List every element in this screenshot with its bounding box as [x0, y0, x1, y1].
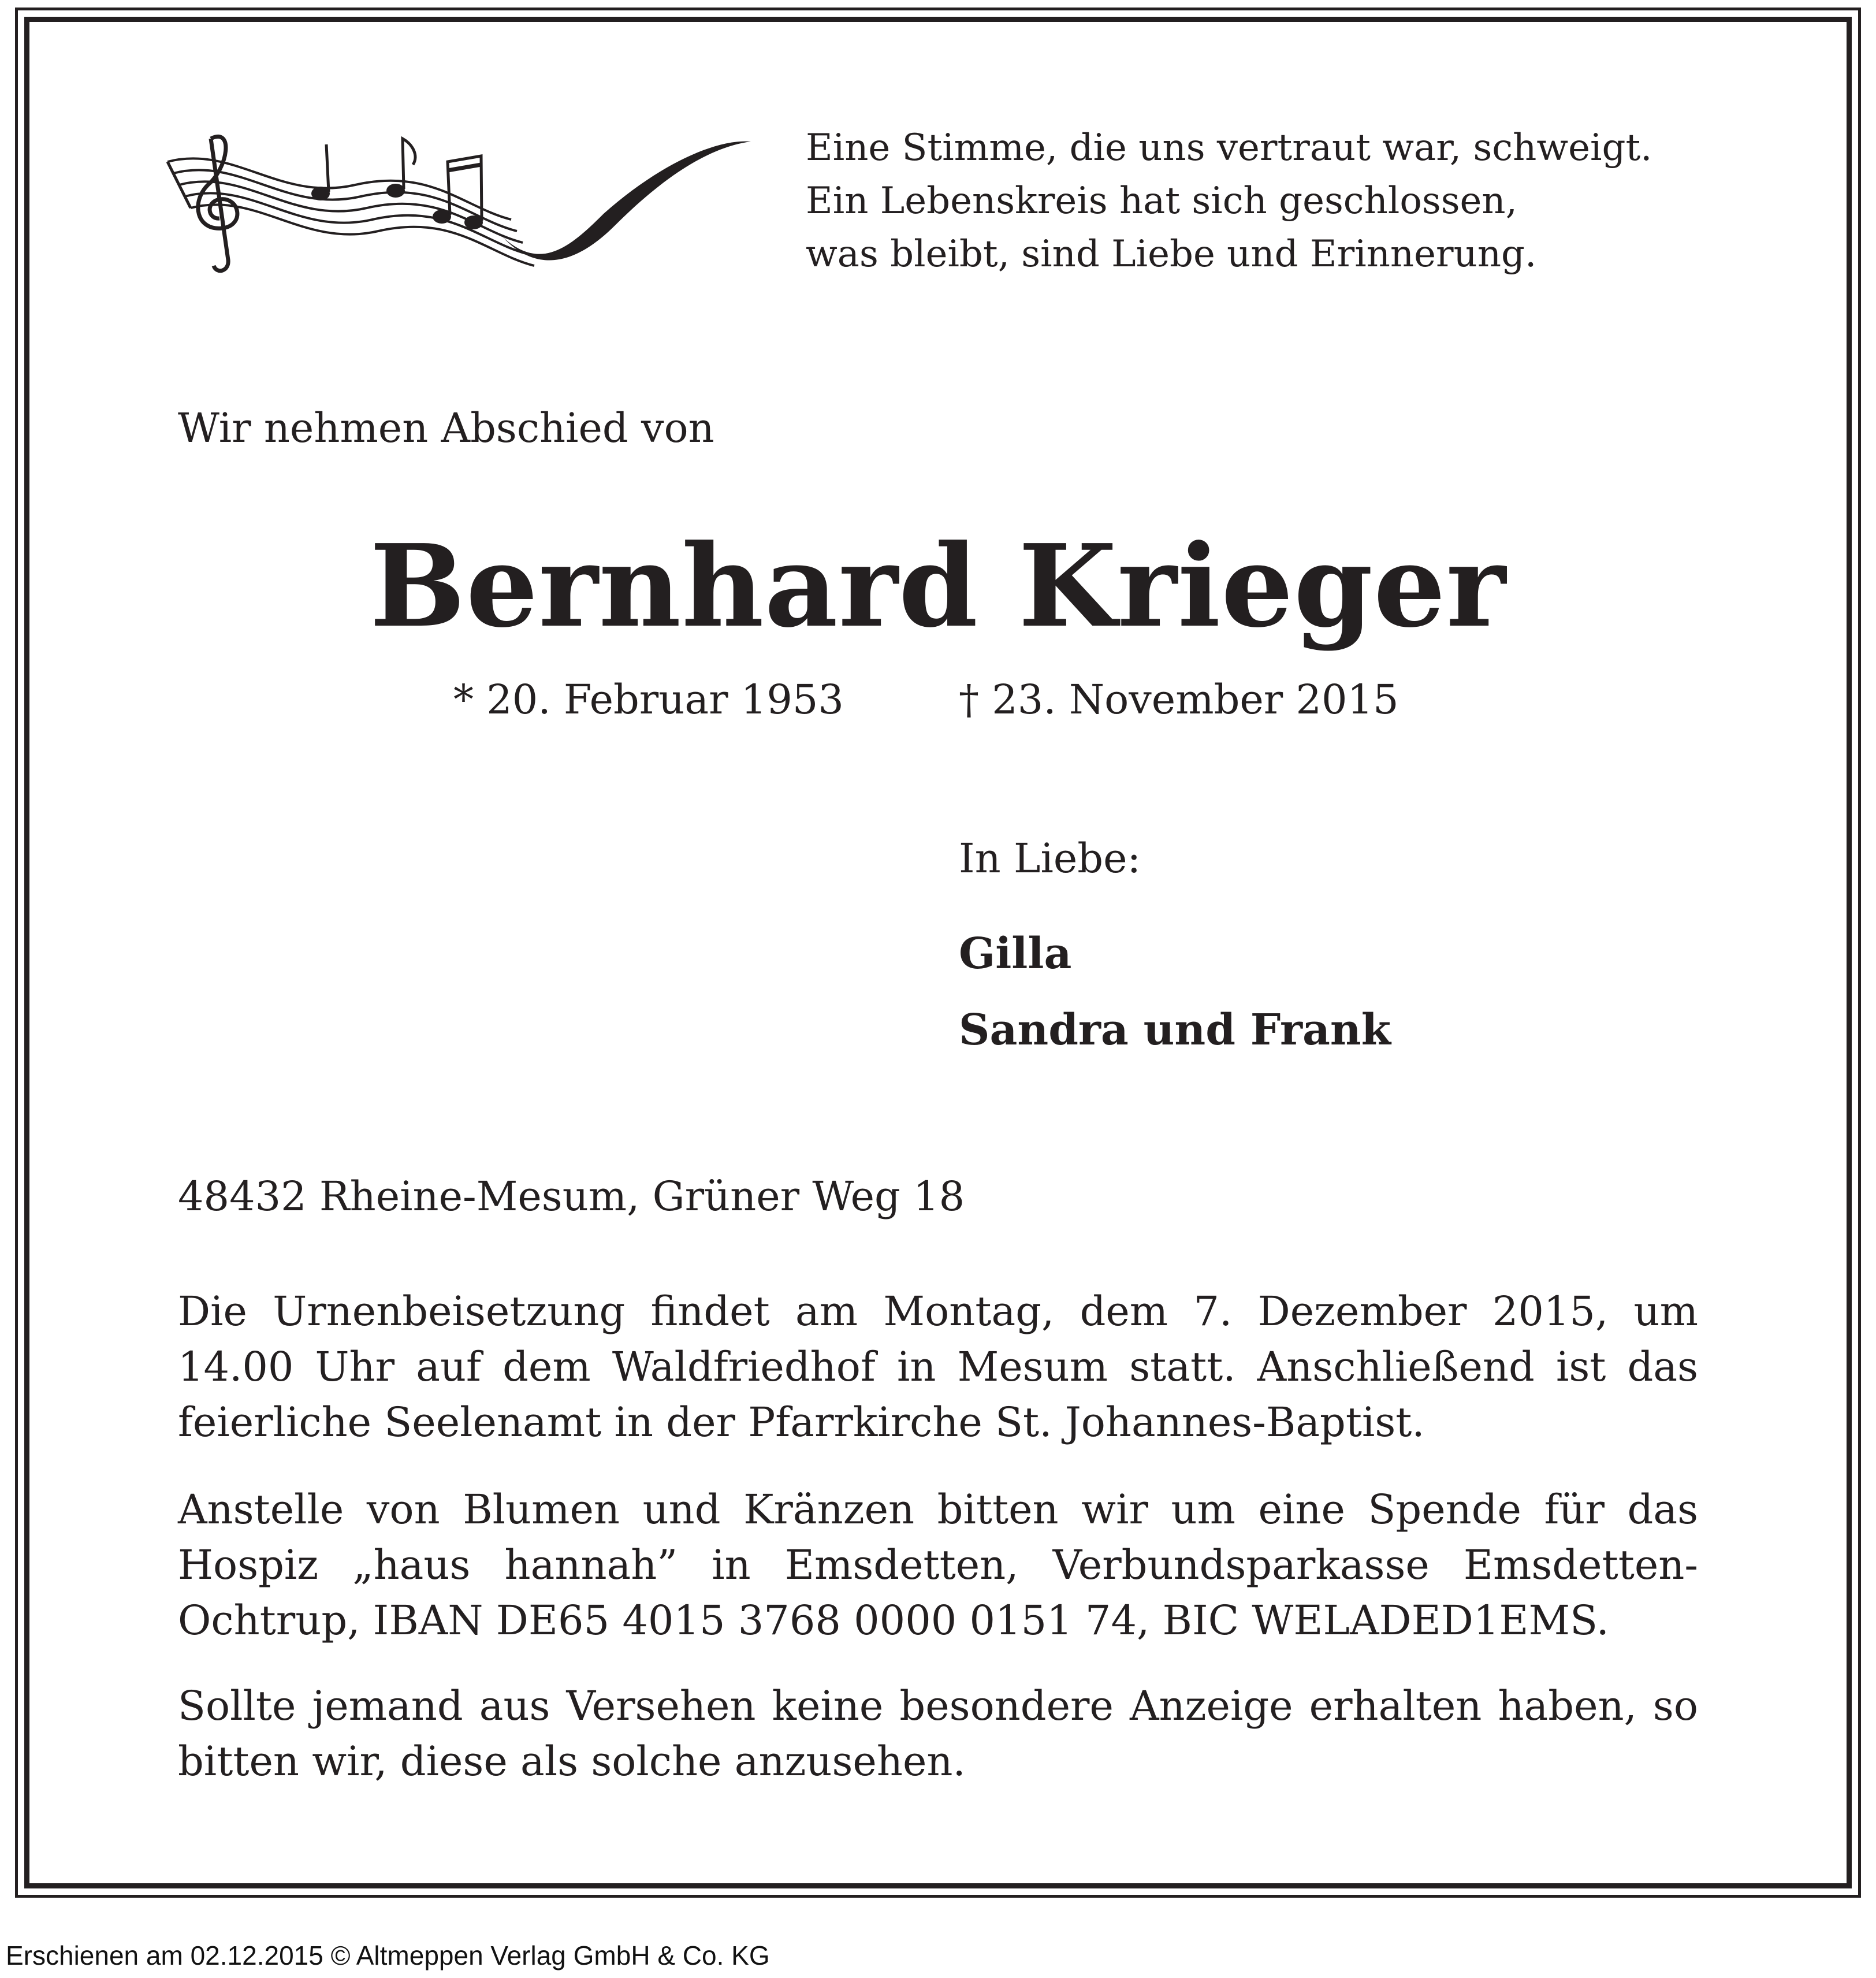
music-staff-icon: [165, 121, 754, 277]
poem-line: was bleibt, sind Liebe und Erinnerung.: [806, 233, 1537, 276]
burial-paragraph: Die Urnenbeisetzung findet am Montag, dem 7. Dezember 2015, um 14.00 Uhr auf dem Waldfriedhof in Mesum statt. Anschließend ist das feierliche Seelenamt in der Pfarrkirche St. Johannes-Baptist.: [178, 1288, 1698, 1446]
birth-date: * 20. Februar 1953: [453, 676, 844, 723]
poem-line: Eine Stimme, die uns vertraut war, schweigt.: [806, 127, 1652, 169]
notice-paragraph: Sollte jemand aus Versehen keine besondere Anzeige erhalten haben, so bitten wir, diese als solche anzusehen.: [178, 1682, 1698, 1785]
donation-paragraph: Anstelle von Blumen und Kränzen bitten wir um eine Spende für das Hospiz „haus hannah” in Emsdetten, Verbundsparkasse Emsdetten-Ochtrup, IBAN DE65 4015 3768 0000 0151 74, BIC WELADED1EMS.: [178, 1486, 1698, 1644]
mourner-name: Sandra und Frank: [959, 1005, 1391, 1055]
address: 48432 Rheine-Mesum, Grüner Weg 18: [178, 1173, 965, 1220]
deceased-name: Bernhard Krieger: [370, 520, 1506, 653]
poem-line: Ein Lebenskreis hat sich geschlossen,: [806, 180, 1517, 222]
mourner-name: Gilla: [959, 929, 1072, 979]
mourners-list: [959, 916, 1391, 1068]
farewell-intro: Wir nehmen Abschied von: [178, 404, 714, 452]
poem: [806, 121, 1652, 281]
death-date: † 23. November 2015: [959, 676, 1399, 723]
publication-footer: Erschienen am 02.12.2015 © Altmeppen Verlag GmbH & Co. KG: [6, 1940, 770, 1970]
mourners-heading: In Liebe:: [959, 835, 1141, 882]
